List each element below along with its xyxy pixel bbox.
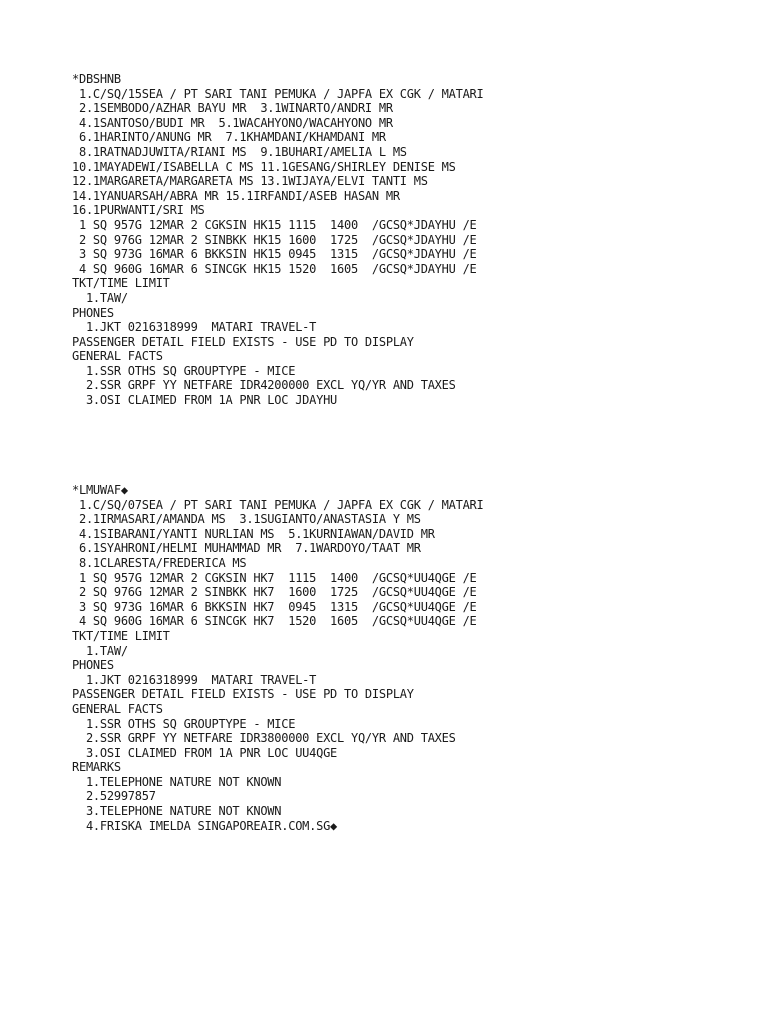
text-line: 14.1YANUARSAH/ABRA MR 15.1IRFANDI/ASEB HASAN MR — [72, 188, 400, 203]
text-line: PHONES — [72, 658, 114, 673]
text-line: 4.FRISKA IMELDA SINGAPOREAIR.COM.SG◆ — [72, 818, 338, 833]
text-line: *LMUWAF◆ — [72, 483, 128, 497]
text-line: 10.1MAYADEWI/ISABELLA C MS 11.1GESANG/SHIRLEY DENISE MS — [72, 159, 456, 174]
text-line: 1.SSR OTHS SQ GROUPTYPE - MICE — [72, 363, 296, 378]
text-line: 1.C/SQ/15SEA / PT SARI TANI PEMUKA / JAPFA EX CGK / MATARI — [72, 86, 484, 101]
text-line: 8.1RATNADJUWITA/RIANI MS 9.1BUHARI/AMELIA L MS — [72, 144, 407, 159]
text-line: GENERAL FACTS — [72, 701, 163, 716]
text-line: 4 SQ 960G 16MAR 6 SINCGK HK7 1520 1605 /GCSQ*UU4QGE /E — [72, 614, 477, 629]
text-line: 4.1SANTOSO/BUDI MR 5.1WACAHYONO/WACAHYONO MR — [72, 115, 393, 130]
text-line: 3.OSI CLAIMED FROM 1A PNR LOC JDAYHU — [72, 393, 338, 408]
text-line: *DBSHNB — [72, 72, 121, 86]
text-line: TKT/TIME LIMIT — [72, 628, 170, 643]
text-line: 3 SQ 973G 16MAR 6 BKKSIN HK15 0945 1315 /GCSQ*JDAYHU /E — [72, 247, 477, 262]
text-line: 4.1SIBARANI/YANTI NURLIAN MS 5.1KURNIAWAN/DAVID MR — [72, 526, 435, 541]
text-line: PASSENGER DETAIL FIELD EXISTS - USE PD TO DISPLAY — [72, 334, 414, 349]
text-line: 3.TELEPHONE NATURE NOT KNOWN — [72, 804, 282, 819]
text-line: TKT/TIME LIMIT — [72, 276, 170, 291]
text-line: 2.1SEMBODO/AZHAR BAYU MR 3.1WINARTO/ANDRI MR — [72, 101, 393, 116]
text-line: 4 SQ 960G 16MAR 6 SINCGK HK15 1520 1605 /GCSQ*JDAYHU /E — [72, 261, 477, 276]
text-line: 2 SQ 976G 12MAR 2 SINBKK HK7 1600 1725 /GCSQ*UU4QGE /E — [72, 585, 477, 600]
text-line: 2.52997857 — [72, 789, 156, 804]
text-line: 1.TAW/ — [72, 290, 128, 305]
text-line: 12.1MARGARETA/MARGARETA MS 13.1WIJAYA/ELVI TANTI MS — [72, 174, 428, 189]
text-line: REMARKS — [72, 760, 121, 775]
text-line: 2 SQ 976G 12MAR 2 SINBKK HK15 1600 1725 /GCSQ*JDAYHU /E — [72, 232, 477, 247]
text-line: 6.1SYAHRONI/HELMI MUHAMMAD MR 7.1WARDOYO/TAAT MR — [72, 541, 421, 556]
text-line: 3 SQ 973G 16MAR 6 BKKSIN HK7 0945 1315 /GCSQ*UU4QGE /E — [72, 599, 477, 614]
text-line: PASSENGER DETAIL FIELD EXISTS - USE PD TO DISPLAY — [72, 687, 414, 702]
text-line: 1.TAW/ — [72, 643, 128, 658]
text-line: 2.SSR GRPF YY NETFARE IDR3800000 EXCL YQ/YR AND TAXES — [72, 731, 456, 746]
text-line: 1.JKT 0216318999 MATARI TRAVEL-T — [72, 320, 317, 335]
pnr-record-dbshnb — [72, 72, 484, 408]
text-line: 1.JKT 0216318999 MATARI TRAVEL-T — [72, 672, 317, 687]
text-line: GENERAL FACTS — [72, 349, 163, 364]
text-line: 1.C/SQ/07SEA / PT SARI TANI PEMUKA / JAPFA EX CGK / MATARI — [72, 497, 484, 512]
text-line: 1.TELEPHONE NATURE NOT KNOWN — [72, 774, 282, 789]
text-line: 3.OSI CLAIMED FROM 1A PNR LOC UU4QGE — [72, 745, 338, 760]
text-line: 16.1PURWANTI/SRI MS — [72, 203, 205, 218]
text-line: 6.1HARINTO/ANUNG MR 7.1KHAMDANI/KHAMDANI MR — [72, 130, 386, 145]
text-line: 1 SQ 957G 12MAR 2 CGKSIN HK7 1115 1400 /GCSQ*UU4QGE /E — [72, 570, 477, 585]
text-line: 1 SQ 957G 12MAR 2 CGKSIN HK15 1115 1400 /GCSQ*JDAYHU /E — [72, 217, 477, 232]
text-line: 2.1IRMASARI/AMANDA MS 3.1SUGIANTO/ANASTASIA Y MS — [72, 512, 421, 527]
text-line: 8.1CLARESTA/FREDERICA MS — [72, 555, 247, 570]
text-line: 2.SSR GRPF YY NETFARE IDR4200000 EXCL YQ/YR AND TAXES — [72, 378, 456, 393]
text-line: 1.SSR OTHS SQ GROUPTYPE - MICE — [72, 716, 296, 731]
pnr-record-lmuwaf — [72, 483, 484, 833]
text-line: PHONES — [72, 305, 114, 320]
